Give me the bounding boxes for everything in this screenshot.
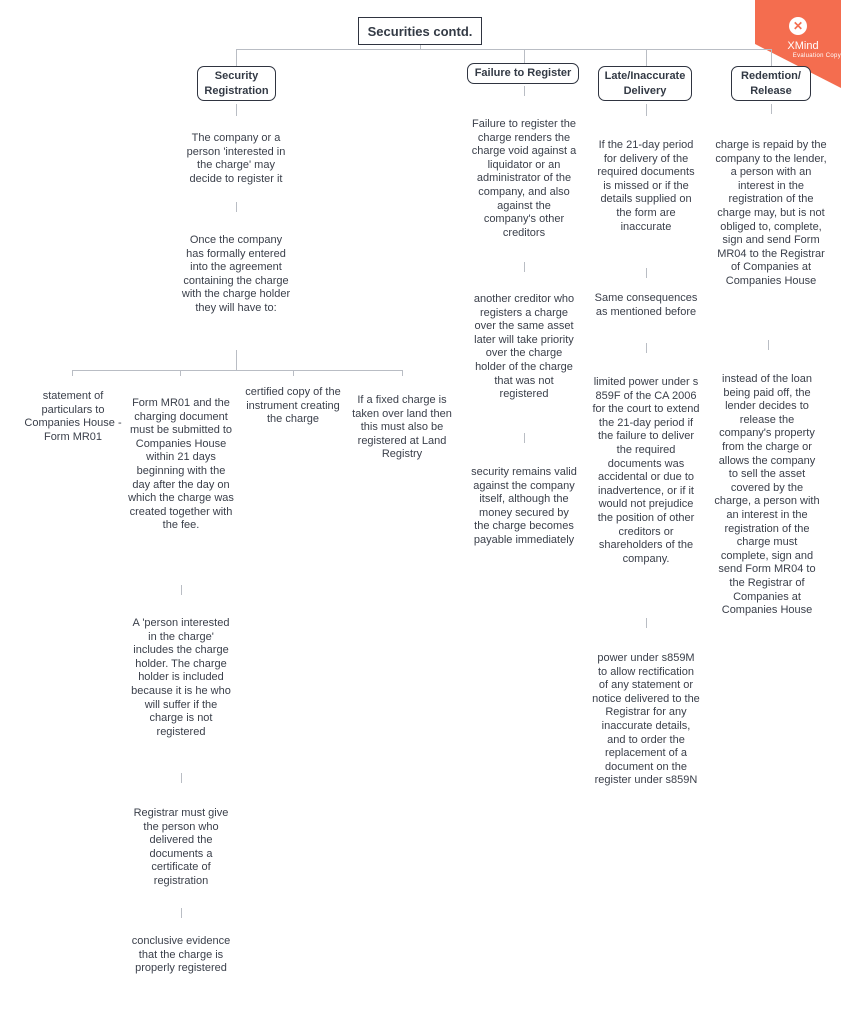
topic-node[interactable]: The company or a person 'interested in the charge' may decide to register it — [186, 132, 286, 185]
topic-node[interactable]: another creditor who registers a charge over the same asset later will take priority over the charge holder of the charge that was not registered — [473, 293, 575, 401]
connector — [236, 350, 237, 370]
connector — [236, 49, 237, 66]
connector — [524, 262, 525, 272]
connector — [646, 49, 647, 66]
topic-node[interactable]: Same consequences as mentioned before — [594, 292, 698, 318]
connector — [402, 370, 403, 376]
topic-late-inaccurate-delivery[interactable]: Late/Inaccurate Delivery — [598, 66, 692, 101]
connector — [771, 104, 772, 114]
topic-node[interactable]: Once the company has formally entered into the agreement containing the charge with the charge holder they will have to: — [181, 234, 291, 314]
topic-node[interactable]: Failure to register the charge renders the charge void against a liquidator or an administrator of the company, and also against the company's other creditors — [471, 118, 577, 239]
connector — [524, 433, 525, 443]
connector — [72, 370, 403, 371]
topic-node[interactable]: statement of particulars to Companies House - Form MR01 — [24, 390, 122, 443]
connector — [293, 370, 294, 376]
connector — [646, 104, 647, 116]
connector — [236, 104, 237, 116]
root-topic[interactable]: Securities contd. — [358, 17, 482, 45]
topic-node[interactable]: Form MR01 and the charging document must be submitted to Companies House within 21 days beginning with the day after the day on which the charge was created together with the fee. — [128, 397, 234, 532]
topic-redemption-release[interactable]: Redemtion/ Release — [731, 66, 811, 101]
topic-node[interactable]: If the 21-day period for delivery of the required documents is missed or if the details supplied on the form are inaccurate — [597, 139, 695, 233]
topic-node[interactable]: security remains valid against the company itself, although the money secured by the charge becomes payable immediately — [471, 466, 577, 546]
connector — [180, 370, 181, 376]
connector — [524, 86, 525, 96]
xmind-evaluation-label: Evaluation Copy — [792, 53, 841, 59]
xmind-brand: XMind — [787, 40, 819, 52]
xmind-logo-icon: ✕ — [789, 17, 807, 35]
topic-node[interactable]: charge is repaid by the company to the lender, a person with an interest in the registration of the charge may, but is not obliged to, complete, sign and send Form MR04 to the Registrar of Companies at Companies House — [715, 139, 827, 287]
topic-node[interactable]: conclusive evidence that the charge is properly registered — [131, 935, 231, 975]
connector — [181, 773, 182, 783]
connector — [236, 49, 772, 50]
connector — [771, 49, 772, 66]
topic-security-registration[interactable]: Security Registration — [197, 66, 276, 101]
connector — [524, 49, 525, 63]
connector — [646, 268, 647, 278]
connector — [236, 202, 237, 212]
topic-node[interactable]: A 'person interested in the charge' includes the charge holder. The charge holder is included because it is he who will suffer if the charge is not registered — [131, 617, 231, 738]
topic-node[interactable]: If a fixed charge is taken over land then this must also be registered at Land Registry — [352, 394, 452, 461]
topic-node[interactable]: instead of the loan being paid off, the lender decides to release the company's property from the charge or allows the company to sell the asset covered by the charge, a person with an interest in the registration of the charge must complete, sign and send Form MR04 to the Registrar of Companies at Companies House — [714, 373, 820, 617]
topic-node[interactable]: limited power under s 859F of the CA 2006 for the court to extend the 21-day period if the failure to deliver the required documents was accidental or due to inadvertence, or if it would not prejudice the position of other creditors or shareholders of the company. — [592, 376, 700, 565]
topic-failure-to-register[interactable]: Failure to Register — [467, 63, 579, 84]
connector — [72, 370, 73, 376]
connector — [646, 343, 647, 353]
connector — [646, 618, 647, 628]
connector — [768, 340, 769, 350]
connector — [181, 908, 182, 918]
topic-node[interactable]: Registrar must give the person who delivered the documents a certificate of registration — [133, 807, 229, 887]
connector — [181, 585, 182, 595]
topic-node[interactable]: power under s859M to allow rectification of any statement or notice delivered to the Registrar for any inaccurate details, and to order the replacement of a document on the register under s859N — [592, 652, 700, 787]
topic-node[interactable]: certified copy of the instrument creating the charge — [245, 386, 341, 426]
